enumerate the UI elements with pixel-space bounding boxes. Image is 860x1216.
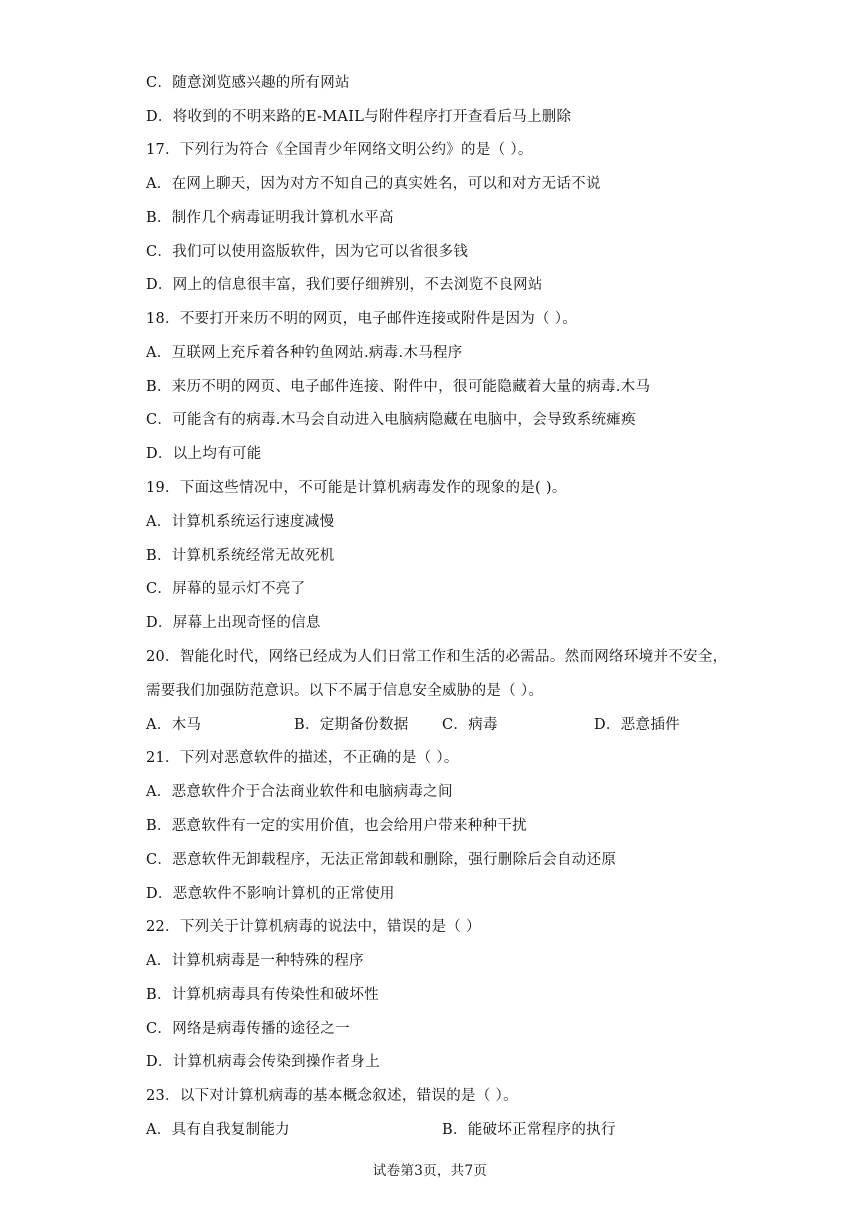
question-18: 18．不要打开来历不明的网页，电子邮件连接或附件是因为（ ）。	[146, 311, 578, 327]
text-line: D．屏幕上出现奇怪的信息	[146, 615, 321, 631]
option-d: D．恶意插件	[594, 717, 680, 733]
text-line: C．屏幕的显示灯不亮了	[146, 581, 306, 597]
text-line: C．网络是病毒传播的途径之一	[146, 1021, 350, 1037]
text-line: C．恶意软件无卸载程序，无法正常卸载和删除，强行删除后会自动还原	[146, 852, 617, 868]
text-line: B．恶意软件有一定的实用价值，也会给用户带来种种干扰	[146, 818, 527, 834]
option-b: B．定期备份数据	[294, 717, 409, 733]
option-a: A．具有自我复制能力	[146, 1122, 290, 1138]
text-line: A．计算机系统运行速度减慢	[146, 514, 335, 530]
text-line: 需要我们加强防范意识。以下不属于信息安全威胁的是（ ）。	[146, 683, 544, 699]
option-b: B．能破坏正常程序的执行	[442, 1122, 616, 1138]
text-line: B．制作几个病毒证明我计算机水平高	[146, 210, 394, 226]
text-line: D．以上均有可能	[146, 446, 262, 462]
text-line: D．恶意软件不影响计算机的正常使用	[146, 886, 395, 902]
text-line: D．将收到的不明来路的E-MAIL与附件程序打开查看后马上删除	[146, 109, 572, 125]
question-22: 22．下列关于计算机病毒的说法中，错误的是（ ）	[146, 919, 481, 935]
question-20: 20．智能化时代，网络已经成为人们日常工作和生活的必需品。然而网络环境并不安全，	[146, 649, 728, 665]
text-line: A．恶意软件介于合法商业软件和电脑病毒之间	[146, 784, 453, 800]
text-line: A．计算机病毒是一种特殊的程序	[146, 953, 364, 969]
question-19: 19．下面这些情况中，不可能是计算机病毒发作的现象的是( )。	[146, 480, 567, 496]
option-a: A．木马	[146, 717, 202, 733]
text-line: A．互联网上充斥着各种钓鱼网站.病毒.木马程序	[146, 345, 463, 361]
text-line: D．计算机病毒会传染到操作者身上	[146, 1054, 380, 1070]
text-line: C．可能含有的病毒.木马会自动进入电脑病隐藏在电脑中，会导致系统瘫痪	[146, 412, 636, 428]
text-line: B．来历不明的网页、电子邮件连接、附件中，很可能隐藏着大量的病毒.木马	[146, 379, 651, 395]
question-21: 21．下列对恶意软件的描述，不正确的是（ ）。	[146, 750, 459, 766]
question-23: 23．以下对计算机病毒的基本概念叙述，错误的是（ ）。	[146, 1088, 518, 1104]
question-17: 17．下列行为符合《全国青少年网络文明公约》的是（ ）。	[146, 142, 533, 158]
text-line: A．在网上聊天，因为对方不知自己的真实姓名，可以和对方无话不说	[146, 176, 601, 192]
question-23-options	[146, 1120, 740, 1140]
text-line: C．我们可以使用盗版软件，因为它可以省很多钱	[146, 244, 469, 260]
text-line: B．计算机系统经常无故死机	[146, 548, 335, 564]
page-footer: 试卷第3页，共7页	[372, 1163, 488, 1179]
text-line: B．计算机病毒具有传染性和破坏性	[146, 987, 379, 1003]
text-line: D．网上的信息很丰富，我们要仔细辨别，不去浏览不良网站	[146, 277, 543, 293]
question-20-options	[146, 715, 740, 735]
text-line: C．随意浏览感兴趣的所有网站	[146, 75, 350, 91]
option-c: C．病毒	[442, 717, 498, 733]
